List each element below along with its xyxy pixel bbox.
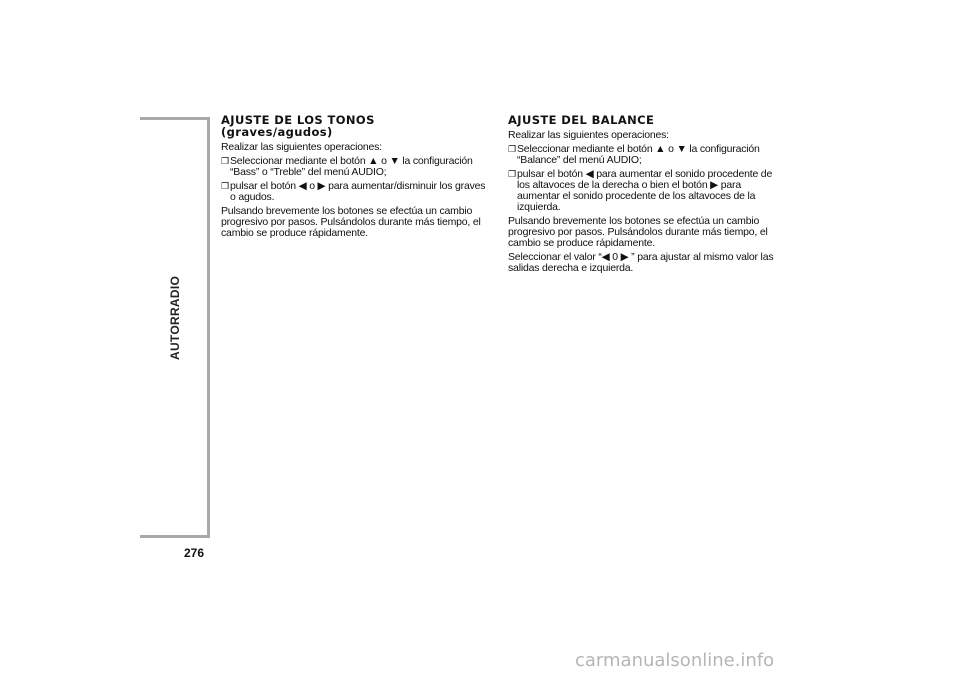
list-item [508, 169, 780, 213]
list-item [508, 144, 780, 166]
frame-vertical-line [207, 117, 210, 535]
checkbox-bullet-icon: ❐ [508, 169, 516, 179]
balance-body: Pulsando brevemente los botones se efectúa un cambio progresivo por pasos. Pulsándolos durante más tiempo, el cambio se produce rápidamente. [508, 215, 768, 249]
checkbox-bullet-icon: ❐ [221, 181, 229, 191]
checkbox-bullet-icon: ❐ [508, 144, 516, 154]
frame-top-line [140, 117, 210, 120]
balance-intro: Realizar las siguientes operaciones: [508, 129, 669, 141]
list-item-text: Seleccionar mediante el botón ▲ o ▼ la configuración “Bass” o “Treble” del menú AUDIO; [230, 155, 473, 178]
list-item [221, 181, 493, 203]
tones-intro: Realizar las siguientes operaciones: [221, 141, 382, 153]
balance-closing: Seleccionar el valor “◀ 0 ▶ ” para ajustar al mismo valor las salidas derecha e izquierda. [508, 251, 774, 274]
list-item-text: pulsar el botón ◀ para aumentar el sonido procedente de los altavoces de la derecha o bien el botón ▶ para aumentar el sonido procedente de los altavoces de la izquierda. [517, 168, 773, 213]
right-column [508, 114, 780, 277]
tones-heading-line2: (graves/agudos) [221, 125, 333, 139]
tones-heading [221, 114, 493, 138]
list-item-text: pulsar el botón ◀ o ▶ para aumentar/disminuir los graves o agudos. [230, 180, 486, 203]
left-column [221, 114, 493, 242]
watermark: carmanualsonline.info [575, 650, 775, 671]
frame-bottom-line [140, 535, 210, 538]
list-item [221, 156, 493, 178]
list-item-text: Seleccionar mediante el botón ▲ o ▼ la configuración “Balance” del menú AUDIO; [517, 143, 760, 166]
page-number: 276 [184, 546, 205, 560]
section-label: AUTORRADIO [168, 275, 182, 360]
checkbox-bullet-icon: ❐ [221, 156, 229, 166]
tones-heading-line1: AJUSTE DE LOS TONOS [221, 113, 375, 127]
tones-body: Pulsando brevemente los botones se efectúa un cambio progresivo por pasos. Pulsándolos durante más tiempo, el cambio se produce rápidamente. [221, 205, 481, 239]
balance-heading: AJUSTE DEL BALANCE [508, 113, 655, 127]
